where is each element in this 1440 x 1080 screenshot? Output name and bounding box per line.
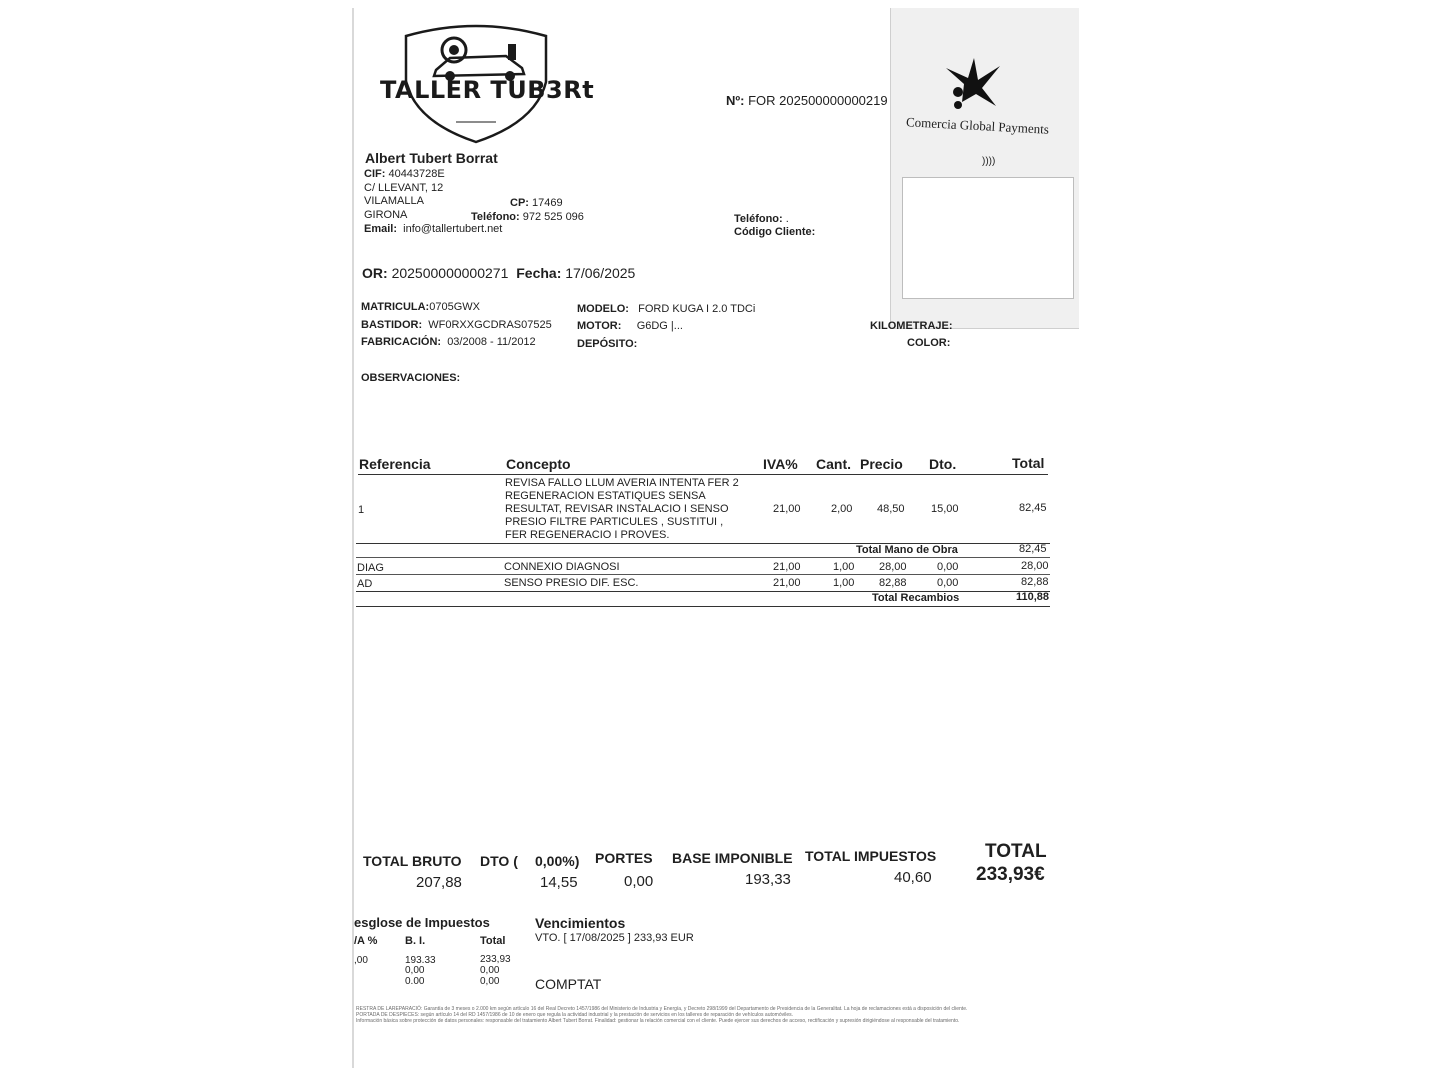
client-code-label: Código Cliente: <box>734 226 816 238</box>
part-total: 82,88 <box>1021 576 1049 588</box>
company-name: Albert Tubert Borrat <box>365 150 498 166</box>
motor-label: MOTOR: <box>577 320 622 332</box>
logo-text: TALLER TUB3Rt <box>380 76 595 104</box>
dto-value: 14,55 <box>540 874 578 891</box>
cp-value: 17469 <box>532 197 563 209</box>
part-rule <box>356 574 1050 575</box>
part-iva: 21,00 <box>773 561 801 573</box>
part-dto: 0,00 <box>937 561 959 573</box>
desglose-iva: ,00 <box>354 955 368 966</box>
base-imponible-value: 193,33 <box>745 871 791 888</box>
desglose-bi: 0,00 <box>405 965 425 976</box>
desglose-title: esglose de Impuestos <box>354 915 490 930</box>
grand-total-value: 233,93€ <box>976 864 1045 885</box>
matricula-value: 0705GWX <box>429 301 480 313</box>
company-province: GIRONA <box>364 209 408 221</box>
email-label: Email: <box>364 223 398 235</box>
observaciones-label: OBSERVACIONES: <box>361 372 461 384</box>
labor-total-label: Total Mano de Obra <box>856 544 958 556</box>
part-precio: 28,00 <box>879 561 907 573</box>
color-label: COLOR: <box>907 337 951 349</box>
or-number: 202500000000271 <box>391 265 509 281</box>
dto-percent: 0,00%) <box>535 853 580 869</box>
company-town: VILAMALLA <box>364 195 424 207</box>
parts-total-value: 110,88 <box>1016 591 1050 603</box>
motor-value: G6DG |... <box>636 320 683 332</box>
labor-total: 82,45 <box>1019 502 1047 514</box>
bastidor-label: BASTIDOR: <box>361 319 423 331</box>
labor-concept-line: REVISA FALLO LLUM AVERIA INTENTA FER 2 <box>505 477 739 489</box>
col-referencia: Referencia <box>359 456 431 472</box>
desglose-col-total: Total <box>480 935 506 947</box>
labor-concept <box>505 477 739 542</box>
part-total: 28,00 <box>1021 560 1049 572</box>
company-address: C/ LLEVANT, 12 <box>364 182 444 194</box>
col-cant: Cant. <box>816 456 851 472</box>
part-concept: SENSO PRESIO DIF. ESC. <box>504 577 639 589</box>
col-concepto: Concepto <box>506 456 571 472</box>
kilometraje-label: KILOMETRAJE: <box>870 320 953 332</box>
email-value: info@tallertubert.net <box>403 223 503 235</box>
part-ref: AD <box>357 578 373 590</box>
desglose-total: 0,00 <box>480 965 500 976</box>
invoice-number-label: Nº: <box>726 93 745 108</box>
or-label: OR: <box>362 265 388 281</box>
receipt-redacted-box <box>902 177 1074 299</box>
legal-line: Información básica sobre protección de datos personales: responsable del tratamiento Albert Tubert Borrat. Finalidad: gestionar la relación comercial con el cliente. Puede ejercer sus derechos de acceso, rectificación y supresión dirigiéndose al responsable del tratamiento. <box>356 1018 960 1024</box>
desglose-bi: 0.00 <box>405 976 425 987</box>
order-date: 17/06/2025 <box>565 265 636 281</box>
parts-total-rule <box>356 606 1050 607</box>
vencimientos-title: Vencimientos <box>535 915 626 931</box>
legal-line: RESTRA DE LAREPARACIÓ: Garantía de 3 meses o 2.000 km según artículo 16 del Real Decreto 1457/1986 del Ministerio de Industria y Energía, y Decreto 298/1999 del Departamento de Presidencia de la Generalitat. La hoja de reclamaciones está a disposición del cliente. <box>356 1006 968 1012</box>
labor-precio: 48,50 <box>877 503 905 515</box>
desglose-total: 0,00 <box>480 976 500 987</box>
col-dto: Dto. <box>929 456 957 472</box>
portes-label: PORTES <box>595 850 653 866</box>
part-precio: 82,88 <box>879 577 907 589</box>
total-bruto-value: 207,88 <box>416 874 462 891</box>
star-logo-icon <box>944 58 1004 114</box>
header-rule <box>358 474 1048 475</box>
labor-total-value: 82,45 <box>1019 543 1047 555</box>
deposito-label: DEPÓSITO: <box>577 338 638 350</box>
grand-total-label: TOTAL <box>985 841 1047 862</box>
cif-value: 40443728E <box>388 168 445 180</box>
parts-total-label: Total Recambios <box>872 592 960 604</box>
phone-label: Teléfono: <box>471 211 520 223</box>
labor-total-rule <box>356 557 1050 558</box>
legal-line: PORTADA DE DESPIECES: según artículo 14 del RD 1457/1986 de 10 de enero que regula la actividad industrial y la prestación de servicios en los talleres de reparación de vehículos automóviles. <box>356 1012 794 1018</box>
portes-value: 0,00 <box>624 873 654 890</box>
cp-label: CP: <box>510 197 529 209</box>
vencimientos-line: VTO. [ 17/08/2025 ] 233,93 EUR <box>535 932 694 944</box>
desglose-total: 233,93 <box>480 954 511 965</box>
desglose-bi: 193.33 <box>405 955 436 966</box>
total-impuestos-value: 40,60 <box>894 869 932 886</box>
desglose-col-bi: B. I. <box>405 935 426 947</box>
col-iva: IVA% <box>763 456 798 472</box>
labor-concept-line: RESULTAT, REVISAR INSTALACIO I SENSO <box>505 503 729 515</box>
fabricacion-value: 03/2008 - 11/2012 <box>447 336 536 348</box>
part-cant: 1,00 <box>833 577 855 589</box>
desglose-col-iva: /A % <box>354 935 378 947</box>
client-phone: . <box>785 213 789 225</box>
bastidor-value: WF0RXXGCDRAS07525 <box>428 319 552 331</box>
labor-concept-line: FER REGENERACIO I PROVES. <box>505 529 670 541</box>
fabricacion-label: FABRICACIÓN: <box>361 336 442 348</box>
labor-dto: 15,00 <box>931 503 959 515</box>
cif-label: CIF: <box>364 168 386 180</box>
part-iva: 21,00 <box>773 577 801 589</box>
date-label: Fecha: <box>516 265 562 281</box>
labor-ref: 1 <box>358 504 365 516</box>
col-precio: Precio <box>860 456 903 472</box>
base-imponible-label: BASE IMPONIBLE <box>672 850 793 866</box>
part-ref: DIAG <box>357 562 384 574</box>
phone-value: 972 525 096 <box>522 211 584 223</box>
contactless-icon: )))) <box>982 156 996 167</box>
part-dto: 0,00 <box>937 577 959 589</box>
col-total: Total <box>1012 455 1045 471</box>
labor-concept-line: PRESIO FILTRE PARTICULES , SUSTITUI , <box>505 516 724 528</box>
legal-notice <box>356 1006 1050 1024</box>
part-cant: 1,00 <box>833 561 855 573</box>
payment-method: COMPTAT <box>535 976 602 992</box>
total-bruto-label: TOTAL BRUTO <box>363 853 462 869</box>
labor-iva: 21,00 <box>773 503 801 515</box>
dto-label: DTO ( <box>480 853 518 869</box>
modelo-value: FORD KUGA I 2.0 TDCi <box>638 303 756 315</box>
labor-cant: 2,00 <box>831 503 853 515</box>
receipt-brand: Comercia Global Payments <box>905 114 1050 137</box>
invoice-number: FOR 202500000000219 <box>748 93 888 108</box>
part-concept: CONNEXIO DIAGNOSI <box>504 561 620 573</box>
total-impuestos-label: TOTAL IMPUESTOS <box>805 848 937 864</box>
modelo-label: MODELO: <box>577 303 629 315</box>
matricula-label: MATRICULA: <box>361 301 430 313</box>
labor-concept-line: REGENERACION ESTATIQUES SENSA <box>505 490 706 502</box>
client-phone-label: Teléfono: <box>734 213 783 225</box>
